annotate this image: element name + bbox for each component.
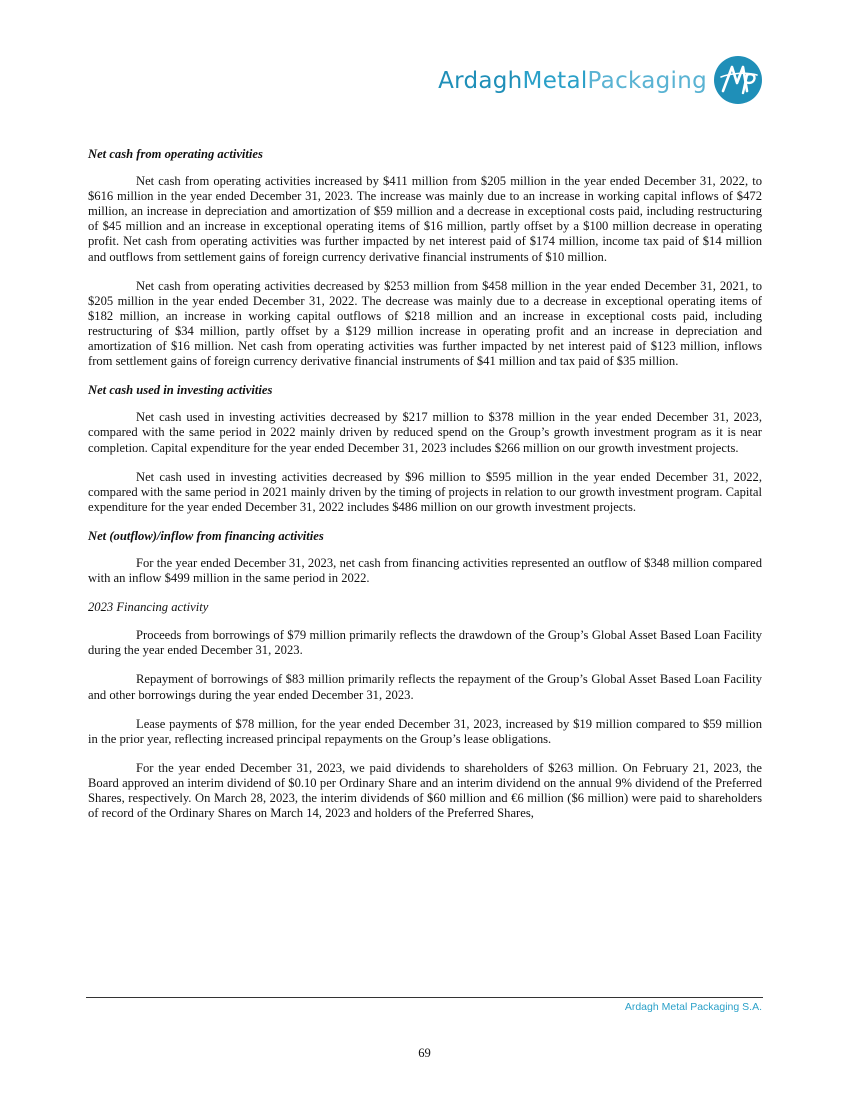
section-heading-financing: Net (outflow)/inflow from financing activities: [88, 528, 324, 543]
paragraph-lease-payments: Lease payments of $78 million, for the year ended December 31, 2023, increased by $19 million compared to $59 million in the prior year, reflecting increased principal repayments on the Group’s lease obligations.: [88, 716, 762, 746]
company-logo: [438, 54, 763, 106]
paragraph-proceeds-borrowings: Proceeds from borrowings of $79 million primarily reflects the drawdown of the Group’s Global Asset Based Loan Facility during the year ended December 31, 2023.: [88, 628, 762, 658]
paragraph-repayment-borrowings: Repayment of borrowings of $83 million primarily reflects the repayment of the Group’s Global Asset Based Loan Facility and other borrowings during the year ended December 31, 2023.: [88, 672, 762, 702]
paragraph-dividends: For the year ended December 31, 2023, we paid dividends to shareholders of $263 million. On February 21, 2023, the Board approved an interim dividend of $0.10 per Ordinary Share and an interim dividend on the annual 9% dividend of the Preferred Shares, respectively. On March 28, 2023, the interim dividends of $60 million and €6 million ($6 million) were paid to shareholders of record of the Ordinary Shares on March 14, 2023 and holders of the Preferred Shares,: [88, 760, 762, 821]
section-heading-operating: Net cash from operating activities: [88, 147, 263, 161]
logo-word-ardagh: Ardagh: [438, 68, 523, 94]
paragraph-operating-2022: Net cash from operating activities decreased by $253 million from $458 million in the year ended December 31, 2021, to $205 million in the year ended December 31, 2022. The decrease was mainly due to a decrease in exceptional operating items of $182 million, an increase in working capital outflows of $218 million and an increase in exceptional costs paid, including restructuring of $34 million, partly offset by a $129 million increase in operating profit and an increase in depreciation and amortization of $16 million. Net cash from operating activities was further impacted by net interest paid of $123 million, inflows from settlement gains of foreign currency derivative financial instruments of $41 million and tax paid of $35 million.: [88, 278, 762, 369]
footer-divider: [86, 997, 763, 998]
page-body: [88, 147, 762, 835]
paragraph-financing-summary: For the year ended December 31, 2023, net cash from financing activities represented an outflow of $348 million compared with an inflow $499 million in the same period in 2022.: [88, 555, 762, 586]
amp-monogram-icon: [713, 55, 763, 105]
paragraph-operating-2023: Net cash from operating activities increased by $411 million from $205 million in the year ended December 31, 2022, to $616 million in the year ended December 31, 2023. The increase was mainly due to an increase in working capital inflows of $472 million, an increase in depreciation and amortization of $59 million and a decrease in exceptional costs paid, including restructuring of $45 million and an increase in exceptional operating items of $16 million, partly offset by a $100 million decrease in operating profit. Net cash from operating activities was further impacted by net interest paid of $174 million, income tax paid of $14 million and outflows from settlement gains of foreign currency derivative financial instruments of $10 million.: [88, 174, 762, 264]
paragraph-investing-2022: Net cash used in investing activities decreased by $96 million to $595 million in the year ended December 31, 2022, compared with the same period in 2021 mainly driven by the timing of projects in relation to our growth investment program. Capital expenditure for the year ended December 31, 2022 includes $486 million on our growth investment projects.: [88, 469, 762, 514]
logo-word-metal: Metal: [522, 68, 588, 94]
page-number: 69: [418, 1046, 431, 1060]
logo-wordmark: [438, 68, 707, 94]
logo-word-packaging: Packaging: [587, 68, 707, 94]
footer-company-name: Ardagh Metal Packaging S.A.: [624, 1001, 762, 1013]
section-heading-investing: Net cash used in investing activities: [88, 383, 273, 398]
paragraph-investing-2023: Net cash used in investing activities decreased by $217 million to $378 million in the year ended December 31, 2023, compared with the same period in 2022 mainly driven by reduced spend on the Group’s growth investment program as it is near completion. Capital expenditure for the year ended December 31, 2023 includes $266 million on our growth investment projects.: [88, 410, 762, 455]
subheading-2023-financing: 2023 Financing activity: [88, 600, 209, 615]
